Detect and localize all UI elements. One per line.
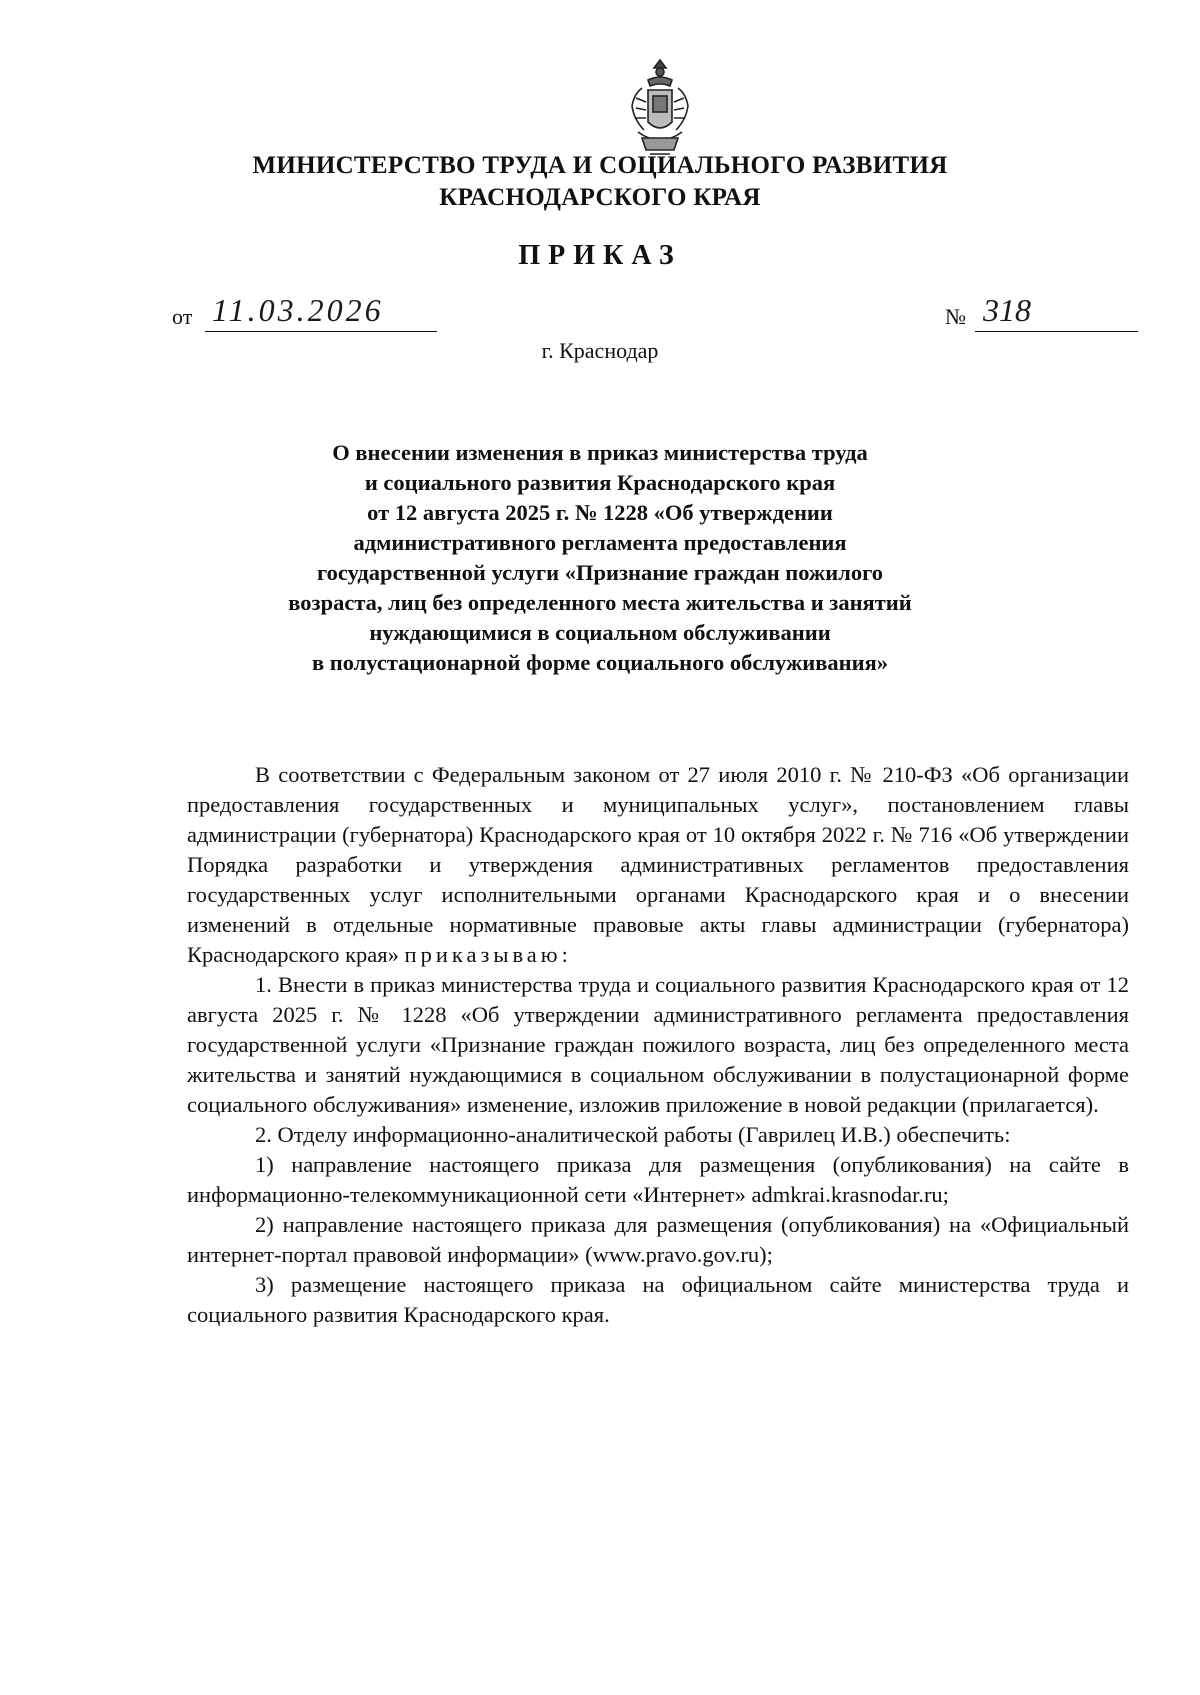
- number-underline: [975, 331, 1138, 332]
- order-title: [250, 438, 950, 678]
- item-1-paragraph: 1. Внести в приказ министерства труда и социального развития Краснодарского края от 12 августа 2025 г. № 1228 «Об утверждении административного регламента предоставления государственной услуги «Признание граждан пожилого возраста, лиц без определенного места жительства и занятий нуждающимися в социальном обслуживании в полустационарной форме социального обслуживания» изменение, изложив приложение в новой редакции (прилагается).: [187, 972, 1129, 1117]
- preamble-text: В соответствии с Федеральным законом от 27 июля 2010 г. № 210-ФЗ «Об организации предоставления государственных и муниципальных услуг», постановлением главы администрации (губернатора) Краснодарского края от 10 октября 2022 г. № 716 «Об утверждении Порядка разработки и утверждения административных регламентов предоставления государственных услуг исполнительными органами Краснодарского края и о внесении изменений в отдельные нормативные правовые акты главы администрации (губернатора) Краснодарского края»: [187, 762, 1129, 967]
- handwritten-date: 11.03.2026: [212, 292, 384, 328]
- date-prefix: от: [172, 304, 193, 329]
- item-2-3-paragraph: 3) размещение настоящего приказа на официальном сайте министерства труда и социального развития Краснодарского края.: [187, 1272, 1129, 1327]
- document-type-heading: ПРИКАЗ: [518, 240, 682, 271]
- title-line: и социального развития Краснодарского края: [364, 470, 836, 495]
- order-body: [187, 760, 1129, 1330]
- item-2-2-paragraph: 2) направление настоящего приказа для размещения (опубликования) на «Официальный интернет-портал правовой информации» (www.pravo.gov.ru);: [187, 1212, 1129, 1267]
- title-line: возраста, лиц без определенного места жительства и занятий: [288, 590, 912, 615]
- item-2-1-paragraph: 1) направление настоящего приказа для размещения (опубликования) на сайте в информационно-телекоммуникационной сети «Интернет» admkrai.krasnodar.ru;: [187, 1152, 1129, 1207]
- city-name: г. Краснодар: [541, 338, 659, 363]
- title-line: от 12 августа 2025 г. № 1228 «Об утверждении: [367, 500, 833, 525]
- preamble-paragraph: [187, 760, 1129, 970]
- ministry-name-line1: МИНИСТЕРСТВО ТРУДА И СОЦИАЛЬНОГО РАЗВИТИЯ: [252, 152, 948, 179]
- handwritten-number: 318: [983, 292, 1031, 328]
- date-underline: [205, 331, 437, 332]
- item-2-paragraph: 2. Отделу информационно-аналитической работы (Гаврилец И.В.) обеспечить:: [255, 1122, 1011, 1147]
- number-prefix: №: [945, 304, 966, 329]
- order-word: приказываю:: [404, 942, 572, 967]
- title-line: нуждающимися в социальном обслуживании: [369, 620, 831, 645]
- ministry-name-line2: КРАСНОДАРСКОГО КРАЯ: [439, 184, 761, 211]
- title-line: в полустационарной форме социального обслуживания»: [311, 650, 889, 675]
- title-line: государственной услуги «Признание граждан пожилого: [317, 560, 883, 585]
- coat-of-arms-emblem: [620, 58, 700, 158]
- title-line: административного регламента предоставления: [353, 530, 847, 555]
- title-line: О внесении изменения в приказ министерства труда: [332, 440, 868, 465]
